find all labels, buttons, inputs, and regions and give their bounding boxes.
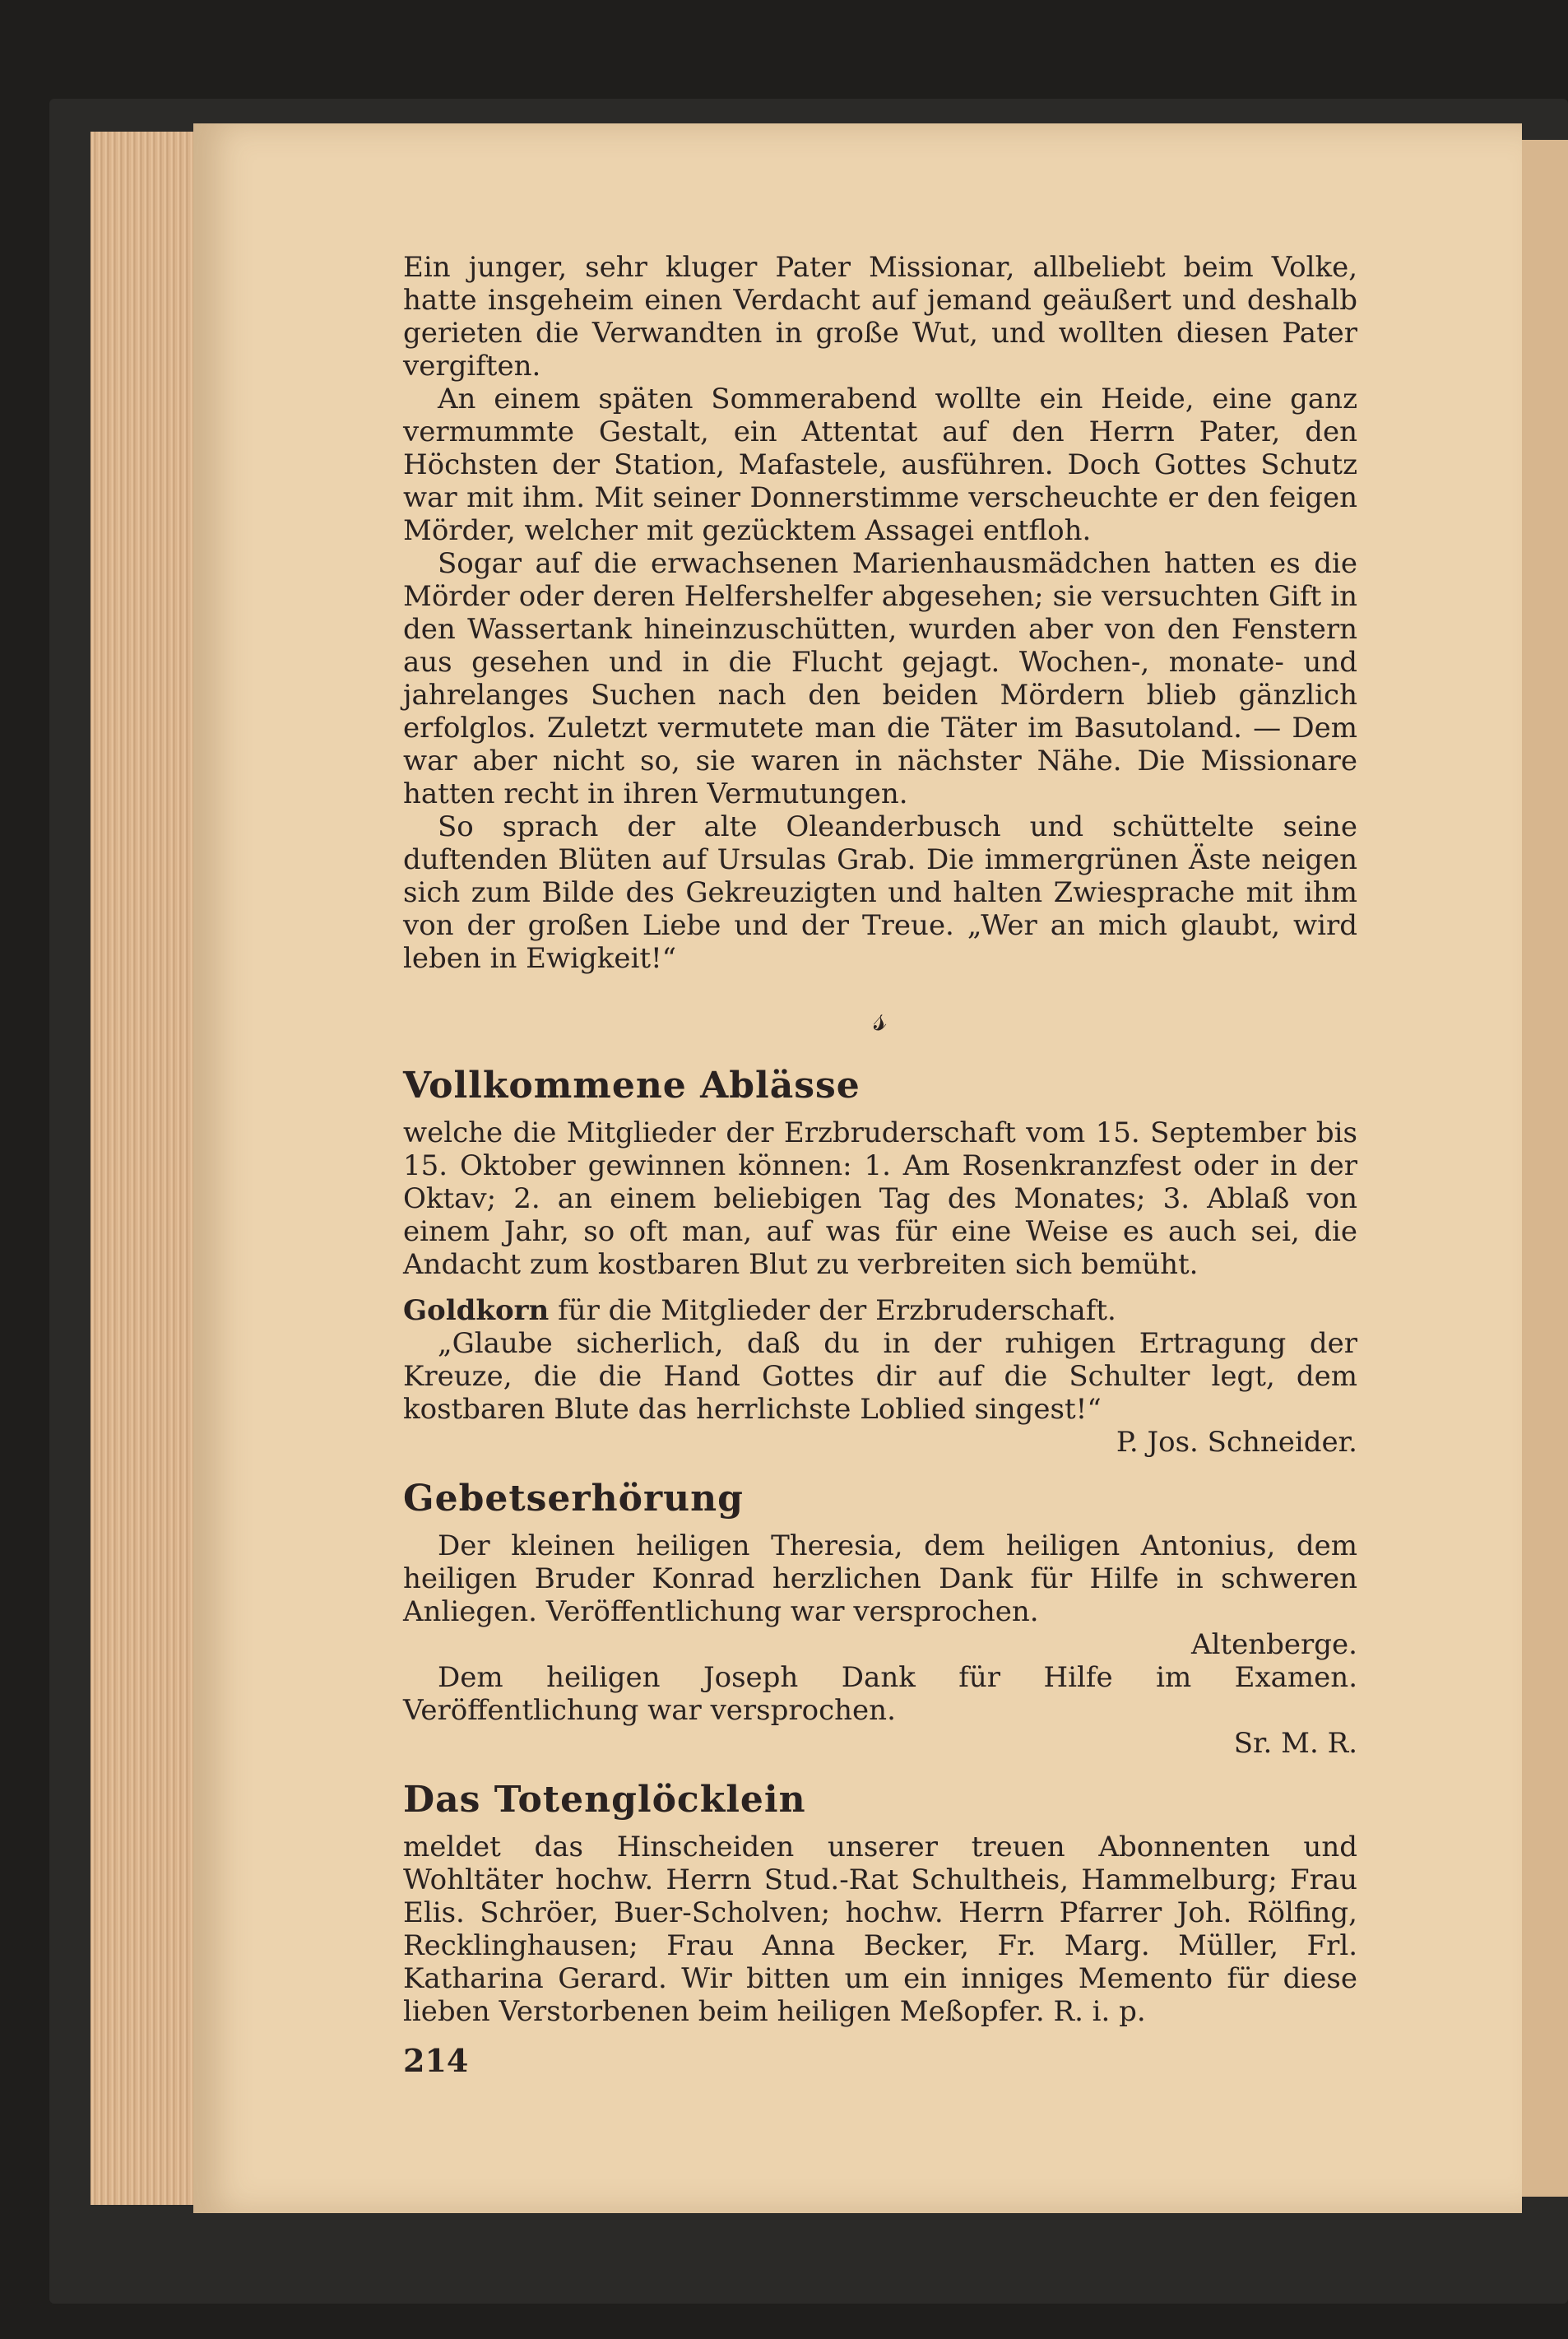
gebetserhoerung-entry: Der kleinen heiligen Theresia, dem heiligen Antonius, dem heiligen Bruder Konrad herzlichen Dank für Hilfe in schweren Anliegen. Veröffentlichung war versprochen. <box>403 1529 1357 1628</box>
goldkorn-line <box>403 1294 1357 1327</box>
paragraph: Ein junger, sehr kluger Pater Missionar, allbeliebt beim Volke, hatte insgeheim einen Verdacht auf jemand geäußert und deshalb gerieten die Verwandten in große Wut, und wollten diesen Pater vergiften. <box>403 251 1357 383</box>
page-edges <box>90 132 206 2205</box>
paragraph: So sprach der alte Oleanderbusch und schüttelte seine duftenden Blüten auf Ursulas Grab. Die immergrünen Äste neigen sich zum Bilde des Gekreuzigten und halten Zwiesprache mit ihm von der großen Liebe und der Treue. „Wer an mich glaubt, wird leben in Ewigkeit!“ <box>403 810 1357 975</box>
goldkorn-quote: „Glaube sicherlich, daß du in der ruhigen Ertragung der Kreuze, die die Hand Gottes dir auf die Schulter legt, dem kostbaren Blute das herrlichste Loblied singest!“ <box>403 1327 1357 1426</box>
page-content <box>403 251 1357 2077</box>
gebetserhoerung-entry: Dem heiligen Joseph Dank für Hilfe im Examen. Veröffentlichung war versprochen. <box>403 1661 1357 1727</box>
section-heading-gebetserhoerung: Gebetserhörung <box>403 1478 744 1520</box>
page-number: 214 <box>403 2042 469 2079</box>
paragraph: An einem späten Sommerabend wollte ein Heide, eine ganz vermummte Gestalt, ein Attentat auf den Herrn Pater, den Höchsten der Station, Mafastele, ausführen. Doch Gottes Schutz war mit ihm. Mit seiner Donnerstimme verscheuchte er den feigen Mörder, welcher mit gezücktem Assagei entfloh. <box>403 383 1357 547</box>
ablaesse-text: welche die Mitglieder der Erzbruderschaft vom 15. September bis 15. Oktober gewinnen können: 1. Am Rosenkranzfest oder in der Oktav; 2. an einem beliebigen Tag des Monates; 3. Ablaß von einem Jahr, so oft man, auf was für eine Weise es auch sei, die Andacht zum kostbaren Blut zu verbreiten sich bemüht. <box>403 1116 1357 1281</box>
gebetserhoerung-signature: Altenberge. <box>1191 1628 1357 1661</box>
section-heading-ablaesse: Vollkommene Ablässe <box>403 1065 861 1107</box>
ornament-icon: 𝓈 <box>873 997 888 1039</box>
section-heading-totengloecklein: Das Totenglöcklein <box>403 1779 806 1821</box>
goldkorn-lead: Goldkorn <box>403 1294 550 1327</box>
totengloecklein-text: meldet das Hinscheiden unserer treuen Abonnenten und Wohltäter hochw. Herrn Stud.-Rat Schultheis, Hammelburg; Frau Elis. Schröer, Buer-Scholven; hochw. Herrn Pfarrer Joh. Rölfing, Recklinghausen; Frau Anna Becker, Fr. Marg. Müller, Frl. Katharina Gerard. Wir bitten um ein inniges Memento für diese lieben Verstorbenen beim heiligen Meßopfer. R. i. p. <box>403 1831 1357 2028</box>
facing-page-edge <box>1522 140 1568 2197</box>
goldkorn-lead-rest: für die Mitglieder der Erzbruderschaft. <box>549 1294 1116 1327</box>
gebetserhoerung-signature: Sr. M. R. <box>1233 1727 1357 1760</box>
goldkorn-author: P. Jos. Schneider. <box>1116 1426 1357 1459</box>
paragraph: Sogar auf die erwachsenen Marienhausmädchen hatten es die Mörder oder deren Helfershelfer abgesehen; sie versuchten Gift in den Wassertank hineinzuschütten, wurden aber von den Fenstern aus gesehen und in die Flucht gejagt. Wochen-, monate- und jahrelanges Suchen nach den beiden Mördern blieb gänzlich erfolglos. Zuletzt vermutete man die Täter im Basutoland. — Dem war aber nicht so, sie waren in nächster Nähe. Die Missionare hatten recht in ihren Vermutungen. <box>403 547 1357 810</box>
